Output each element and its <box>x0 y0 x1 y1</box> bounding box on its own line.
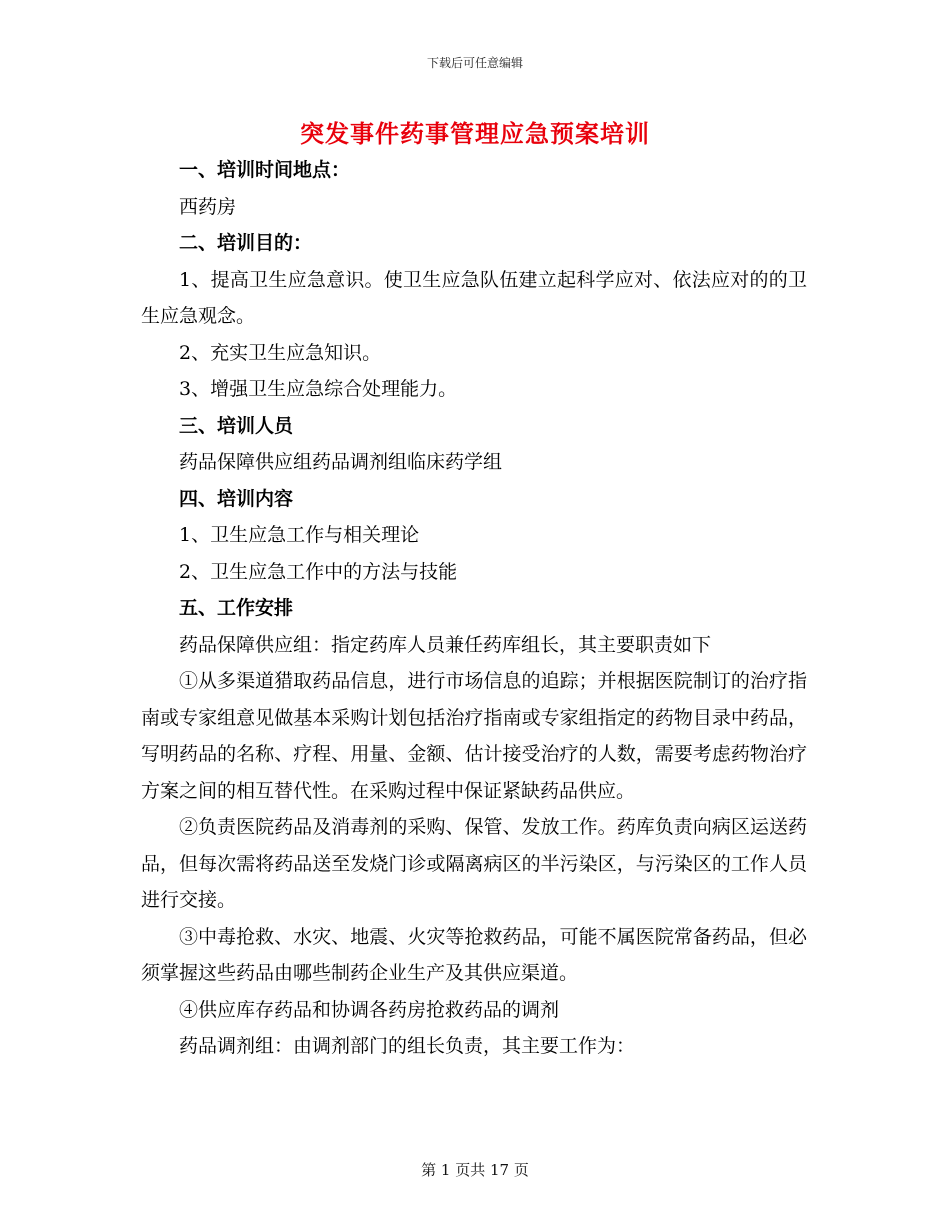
paragraph-0: 一、培训时间地点： <box>179 159 351 181</box>
document-title: 突发事件药事管理应急预案培训 <box>300 119 650 148</box>
paragraph-5: 3、增强卫生应急综合处理能力。 <box>179 378 458 400</box>
paragraph-9: 1、卫生应急工作与相关理论 <box>179 524 420 546</box>
page-footer: 第 1 页共 17 页 <box>421 1161 529 1179</box>
paragraph-15: ③中毒抢救、水灾、地震、火灾等抢救药品，可能不属医院常备药品，但必须掌握这些药品由哪些制药企业生产及其供应渠道。 <box>141 925 807 984</box>
paragraph-7: 药品保障供应组药品调剂组临床药学组 <box>179 451 503 473</box>
paragraph-3: 1、提高卫生应急意识。使卫生应急队伍建立起科学应对、依法应对的的卫生应急观念。 <box>141 268 807 327</box>
paragraph-16: ④供应库存药品和协调各药房抢救药品的调剂 <box>179 998 560 1021</box>
paragraph-14: ②负责医院药品及消毒剂的采购、保管、发放工作。药库负责向病区运送药品，但每次需将药品送至发烧门诊或隔离病区的半污染区，与污染区的工作人员进行交接。 <box>141 816 807 911</box>
paragraph-4: 2、充实卫生应急知识。 <box>179 341 382 364</box>
paragraph-13: ①从多渠道猎取药品信息，进行市场信息的追踪；并根据医院制订的治疗指南或专家组意见做基本采购计划包括治疗指南或专家组指定的药物目录中药品，写明药品的名称、疗程、用量、金额、估计接受治疗的人数，需要考虑药物治疗方案之间的相互替代性。在采购过程中保证紧缺药品供应。 <box>141 670 807 802</box>
document-body <box>141 152 807 1065</box>
paragraph-11: 五、工作安排 <box>179 597 294 619</box>
paragraph-8: 四、培训内容 <box>179 487 294 510</box>
paragraph-1: 西药房 <box>179 195 237 218</box>
paragraph-10: 2、卫生应急工作中的方法与技能 <box>179 560 458 583</box>
paragraph-6: 三、培训人员 <box>179 414 294 437</box>
page-header: 下载后可任意编辑 <box>426 56 523 70</box>
paragraph-12: 药品保障供应组：指定药库人员兼任药库组长，其主要职责如下 <box>179 633 712 656</box>
paragraph-2: 二、培训目的： <box>179 232 313 254</box>
paragraph-17: 药品调剂组：由调剂部门的组长负责，其主要工作为： <box>179 1035 636 1057</box>
